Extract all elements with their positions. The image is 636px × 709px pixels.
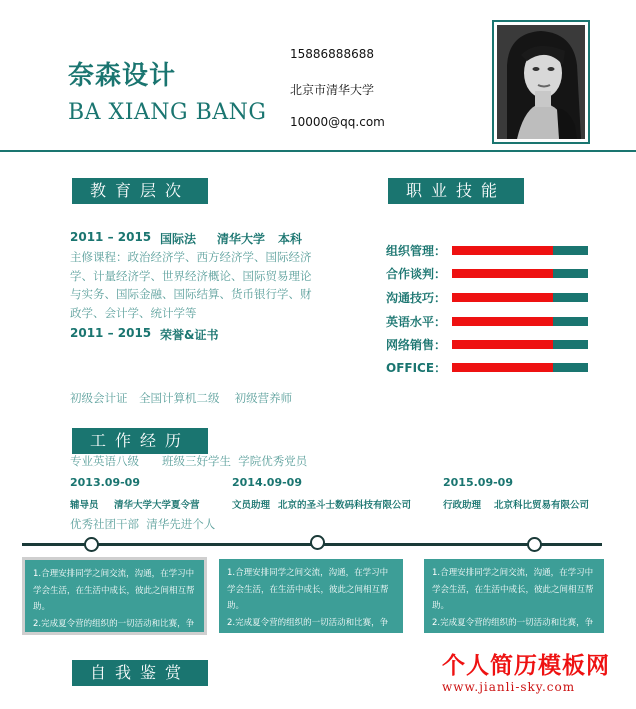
honors-period: 2011 – 2015 [70, 326, 152, 340]
job-company: 北京的圣斗士数码科技有限公司 [278, 500, 412, 511]
honor-line: 初级会计证 全国计算机二级 初级营养师 [70, 391, 293, 405]
job-role: 行政助理 [443, 500, 482, 511]
skill-label: 组织管理： [386, 244, 447, 258]
job-card-line: 1.合理安排同学之间交流，沟通，在学习中 [432, 568, 594, 578]
job-date: 2013.09-09 [70, 476, 140, 489]
skill-label: OFFICE： [386, 361, 447, 375]
skill-bar [452, 246, 588, 255]
section-education-title: 教育层次 [72, 178, 208, 204]
section-self-title: 自我鉴赏 [72, 660, 208, 686]
profile-photo [497, 25, 585, 139]
header-divider [0, 150, 636, 152]
job-card [22, 557, 207, 635]
address: 北京市清华大学 [290, 83, 375, 97]
skill-label: 网络销售： [386, 338, 447, 352]
job-date: 2015.09-09 [443, 476, 513, 489]
job-card-line: 学会生活，在生活中成长，彼此之间相互帮 [227, 584, 389, 595]
education-major: 国际法 [160, 232, 197, 246]
watermark-url: www.jianli-sky.com [442, 680, 576, 694]
skill-bar [452, 363, 588, 372]
job-card-line: 1.合理安排同学之间交流，沟通，在学习中 [33, 569, 195, 579]
profile-photo-frame [492, 20, 590, 144]
honors-list [70, 346, 360, 556]
course-line: 学、计量经济学、世界经济概论、国际贸易理论 [70, 268, 312, 283]
job-card-line: 助。 [227, 601, 245, 611]
skill-bar [452, 340, 588, 349]
job-card-line: 助。 [432, 601, 450, 611]
honor-line: 专业英语八级 班级三好学生 学院优秀党员 [70, 454, 308, 468]
skill-bar-fill [452, 363, 553, 372]
education-degree: 本科 [278, 232, 303, 246]
job-company: 北京科比贸易有限公司 [494, 500, 590, 511]
course-line: 与实务、国际金融、国际结算、货币银行学、财 [70, 287, 312, 301]
skill-bar-fill [452, 317, 553, 326]
education-school: 清华大学 [217, 232, 266, 246]
job-card [219, 559, 403, 633]
skill-label: 合作谈判： [386, 267, 447, 281]
job-card-line: 2.完成夏令营的组织的一切活动和比赛，争 [227, 617, 389, 628]
skill-bar [452, 269, 588, 278]
job-role: 文员助理 [232, 500, 271, 511]
honor-line: 优秀社团干部 清华先进个人 [70, 517, 216, 531]
job-card-line: 学会生活，在生活中成长，彼此之间相互帮 [33, 585, 195, 596]
resume-name: 奈森设计 [68, 61, 177, 91]
job-role: 辅导员 [70, 500, 99, 511]
job-company: 清华大学大学夏令营 [114, 500, 200, 511]
skill-bar-fill [452, 340, 553, 349]
skill-bar [452, 317, 588, 326]
skill-bar [452, 293, 588, 302]
honors-title: 荣誉&证书 [160, 328, 219, 342]
job-card-line: 2.完成夏令营的组织的一切活动和比赛，争 [432, 617, 594, 628]
email: 10000@qq.com [290, 115, 385, 129]
skill-label: 沟通技巧： [386, 291, 447, 305]
skill-bar-fill [452, 293, 553, 302]
watermark-title: 个人简历模板网 [442, 653, 610, 679]
section-skills-title: 职业技能 [388, 178, 524, 204]
job-card-line: 1.合理安排同学之间交流，沟通，在学习中 [227, 568, 389, 578]
timeline-dot [84, 537, 99, 552]
job-card [424, 559, 604, 633]
course-line: 政学、会计学、统计学等 [70, 305, 197, 320]
course-line: 主修课程：政治经济学、西方经济学、国际经济 [70, 250, 312, 264]
timeline-dot [527, 537, 542, 552]
job-card-line: 助。 [33, 602, 51, 612]
section-work-title: 工作经历 [72, 428, 208, 454]
job-card-line: 学会生活，在生活中成长，彼此之间相互帮 [432, 584, 594, 595]
resume-name-english: BA XIANG BANG [68, 100, 267, 125]
education-courses [70, 248, 330, 322]
phone-number: 15886888688 [290, 47, 374, 61]
job-date: 2014.09-09 [232, 476, 302, 489]
skill-bar-fill [452, 269, 553, 278]
education-period: 2011 – 2015 [70, 230, 152, 244]
timeline-dot [310, 535, 325, 550]
skill-bar-fill [452, 246, 553, 255]
job-card-line: 2.完成夏令营的组织的一切活动和比赛，争 [33, 618, 195, 629]
skill-label: 英语水平： [386, 315, 447, 329]
